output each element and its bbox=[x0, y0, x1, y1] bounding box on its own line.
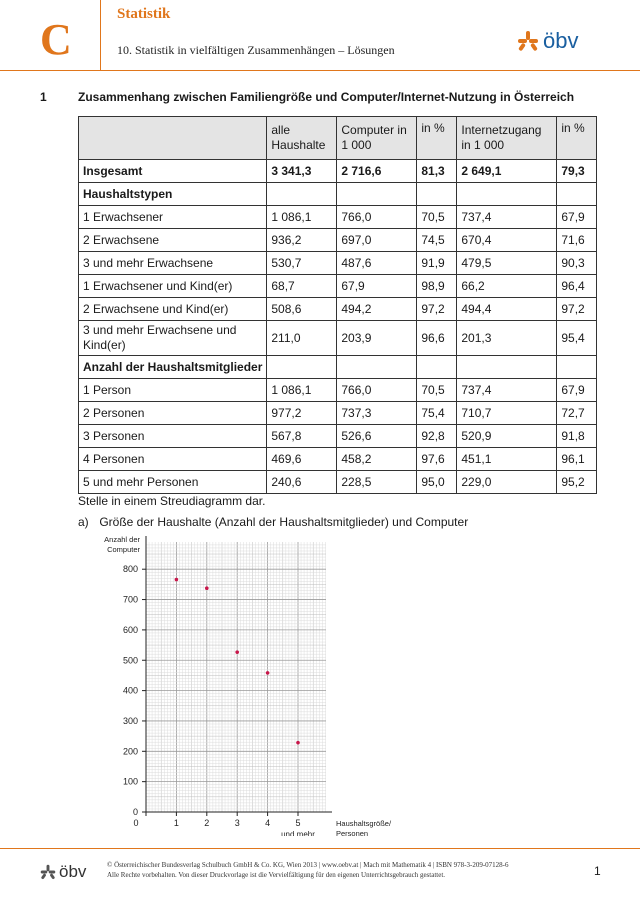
table-cell: 74,5 bbox=[417, 229, 457, 252]
table-cell: 70,5 bbox=[417, 379, 457, 402]
table-cell: 1 Person bbox=[79, 379, 267, 402]
chapter-subtitle: 10. Statistik in vielfältigen Zusammenhängen – Lösungen bbox=[117, 43, 395, 57]
table-header-cell: in % bbox=[417, 117, 457, 160]
table-cell bbox=[457, 183, 557, 206]
table-cell: Insgesamt bbox=[79, 160, 267, 183]
chapter-letter: C bbox=[40, 15, 72, 64]
logo-text: öbv bbox=[543, 28, 579, 53]
table-cell: 97,2 bbox=[557, 298, 597, 321]
table-cell bbox=[267, 356, 337, 379]
data-table bbox=[78, 116, 597, 494]
x-tick-label: 4 bbox=[265, 818, 271, 828]
x-tick-label: 0 bbox=[133, 818, 139, 828]
table-cell: 75,4 bbox=[417, 402, 457, 425]
table-cell: 710,7 bbox=[457, 402, 557, 425]
table-cell: 90,3 bbox=[557, 252, 597, 275]
footer-divider bbox=[0, 848, 640, 849]
x-axis-label: Haushaltsgröße/ bbox=[336, 819, 392, 828]
table-cell: 936,2 bbox=[267, 229, 337, 252]
y-tick-label: 200 bbox=[122, 746, 138, 757]
subtask-label: a) bbox=[78, 515, 89, 529]
table-cell: 97,2 bbox=[417, 298, 457, 321]
table-cell: 70,5 bbox=[417, 206, 457, 229]
table-cell: 2 Erwachsene und Kind(er) bbox=[79, 298, 267, 321]
table-cell: 81,3 bbox=[417, 160, 457, 183]
table-cell: 95,0 bbox=[417, 471, 457, 494]
table-row bbox=[79, 471, 597, 494]
y-tick-label: 400 bbox=[122, 685, 138, 696]
footer-line-2: Alle Rechte vorbehalten. Von dieser Druckvorlage ist die Vervielfältigung für den eigenen Unterrichtsgebrauch gestattet. bbox=[107, 871, 446, 879]
scatter-chart bbox=[90, 534, 410, 836]
y-axis-label: Anzahl der bbox=[104, 535, 140, 544]
table-cell: 4 Personen bbox=[79, 448, 267, 471]
table-cell bbox=[417, 356, 457, 379]
table-cell: 67,9 bbox=[557, 379, 597, 402]
table-header-row bbox=[79, 117, 597, 160]
table-cell: 211,0 bbox=[267, 321, 337, 356]
table-cell: 458,2 bbox=[337, 448, 417, 471]
table-cell: 5 und mehr Personen bbox=[79, 471, 267, 494]
header-divider-horizontal bbox=[0, 70, 640, 71]
table-cell: 67,9 bbox=[337, 275, 417, 298]
footer-copyright bbox=[107, 860, 509, 880]
table-cell: 2 Personen bbox=[79, 402, 267, 425]
table-cell: 3 Personen bbox=[79, 425, 267, 448]
table-cell: 240,6 bbox=[267, 471, 337, 494]
chapter-title: Statistik bbox=[117, 6, 171, 22]
table-header-cell: Computer in 1 000 bbox=[337, 117, 417, 160]
table-cell: 530,7 bbox=[267, 252, 337, 275]
table-row bbox=[79, 321, 597, 356]
table-cell: 3 und mehr Erwachsene bbox=[79, 252, 267, 275]
task-number: 1 bbox=[40, 90, 47, 104]
table-cell bbox=[457, 356, 557, 379]
y-tick-label: 500 bbox=[122, 655, 138, 666]
subtask-text: Größe der Haushalte (Anzahl der Haushaltsmitglieder) und Computer bbox=[99, 515, 469, 529]
haushaltstypen-rows bbox=[79, 206, 597, 356]
table-cell: 71,6 bbox=[557, 229, 597, 252]
task-title: Zusammenhang zwischen Familiengröße und Computer/Internet-Nutzung in Österreich bbox=[78, 90, 575, 104]
table-section-row bbox=[79, 183, 597, 206]
x-tick-label: 2 bbox=[204, 818, 210, 828]
table-cell: 737,3 bbox=[337, 402, 417, 425]
y-tick-label: 300 bbox=[122, 715, 138, 726]
table-cell: 451,1 bbox=[457, 448, 557, 471]
footer-logo bbox=[40, 862, 86, 882]
header-divider-vertical bbox=[100, 0, 101, 70]
table-row bbox=[79, 402, 597, 425]
table-cell: 977,2 bbox=[267, 402, 337, 425]
table-cell: 95,4 bbox=[557, 321, 597, 356]
table-cell: 3 341,3 bbox=[267, 160, 337, 183]
table-cell bbox=[557, 183, 597, 206]
data-point bbox=[266, 671, 270, 675]
x-tick-label: 1 bbox=[173, 818, 179, 828]
table-cell: 1 Erwachsener bbox=[79, 206, 267, 229]
table-row bbox=[79, 275, 597, 298]
asterisk-logo-icon bbox=[40, 864, 56, 880]
publisher-logo bbox=[517, 28, 578, 54]
x-tick-label: 3 bbox=[234, 818, 240, 828]
table-cell: 66,2 bbox=[457, 275, 557, 298]
section-heading-haushaltstypen: Haushaltstypen bbox=[79, 183, 267, 206]
y-axis-label: Computer bbox=[107, 545, 140, 554]
table-row bbox=[79, 425, 597, 448]
table-cell: 96,4 bbox=[557, 275, 597, 298]
table-row bbox=[79, 298, 597, 321]
table-cell: 91,9 bbox=[417, 252, 457, 275]
y-tick-label: 800 bbox=[122, 564, 138, 575]
table-cell: 2 716,6 bbox=[337, 160, 417, 183]
table-cell: 2 649,1 bbox=[457, 160, 557, 183]
table-cell: 96,6 bbox=[417, 321, 457, 356]
table-cell: 494,4 bbox=[457, 298, 557, 321]
x-axis-label: Personen bbox=[336, 829, 369, 836]
table-cell: 697,0 bbox=[337, 229, 417, 252]
table-header-cell: Internetzugang in 1 000 bbox=[457, 117, 557, 160]
table-cell: 567,8 bbox=[267, 425, 337, 448]
table-cell: 737,4 bbox=[457, 379, 557, 402]
table-cell: 96,1 bbox=[557, 448, 597, 471]
table-row bbox=[79, 252, 597, 275]
table-cell: 3 und mehr Erwachsene und Kind(er) bbox=[79, 321, 267, 356]
data-point bbox=[296, 741, 300, 745]
table-cell: 203,9 bbox=[337, 321, 417, 356]
table-cell: 520,9 bbox=[457, 425, 557, 448]
table-cell: 494,2 bbox=[337, 298, 417, 321]
table-row bbox=[79, 229, 597, 252]
page-number: 1 bbox=[594, 864, 601, 878]
table-row bbox=[79, 379, 597, 402]
data-point bbox=[235, 650, 239, 654]
haushaltsmitglieder-rows bbox=[79, 379, 597, 494]
x-tick-label: 5 bbox=[295, 818, 301, 828]
y-tick-label: 700 bbox=[122, 594, 138, 605]
table-cell: 737,4 bbox=[457, 206, 557, 229]
table-cell: 526,6 bbox=[337, 425, 417, 448]
table-cell: 469,6 bbox=[267, 448, 337, 471]
table-cell: 2 Erwachsene bbox=[79, 229, 267, 252]
table-cell: 67,9 bbox=[557, 206, 597, 229]
table-cell bbox=[557, 356, 597, 379]
footer-line-1: © Österreichischer Bundesverlag Schulbuch GmbH & Co. KG, Wien 2013 | www.oebv.at | Mach mit Mathematik 4 | ISBN 978-3-209-07128-6 bbox=[107, 861, 509, 869]
table-header-cell: alle Haushalte bbox=[267, 117, 337, 160]
table-cell: 479,5 bbox=[457, 252, 557, 275]
table-header-cell: in % bbox=[557, 117, 597, 160]
table-cell: 508,6 bbox=[267, 298, 337, 321]
table-row bbox=[79, 206, 597, 229]
table-total-row bbox=[79, 160, 597, 183]
table-cell: 79,3 bbox=[557, 160, 597, 183]
table-cell: 92,8 bbox=[417, 425, 457, 448]
table-header-cell bbox=[79, 117, 267, 160]
table-cell bbox=[267, 183, 337, 206]
table-cell: 766,0 bbox=[337, 379, 417, 402]
table-cell: 1 086,1 bbox=[267, 206, 337, 229]
table-cell: 766,0 bbox=[337, 206, 417, 229]
table-cell: 487,6 bbox=[337, 252, 417, 275]
y-tick-label: 600 bbox=[122, 624, 138, 635]
table-section-row bbox=[79, 356, 597, 379]
table-row bbox=[79, 448, 597, 471]
x-tick-note: und mehr bbox=[281, 830, 315, 836]
instruction-text: Stelle in einem Streudiagramm dar. bbox=[78, 494, 266, 508]
table-cell bbox=[337, 356, 417, 379]
table-cell: 98,9 bbox=[417, 275, 457, 298]
table-cell: 72,7 bbox=[557, 402, 597, 425]
y-tick-label: 100 bbox=[122, 776, 138, 787]
table-cell: 1 086,1 bbox=[267, 379, 337, 402]
table-cell: 201,3 bbox=[457, 321, 557, 356]
table-cell: 670,4 bbox=[457, 229, 557, 252]
y-tick-label: 0 bbox=[132, 807, 138, 817]
table-cell: 229,0 bbox=[457, 471, 557, 494]
data-point bbox=[175, 578, 179, 582]
page-header bbox=[0, 0, 640, 78]
section-heading-haushaltsmitglieder: Anzahl der Haushaltsmitglieder bbox=[79, 356, 267, 379]
table-cell: 1 Erwachsener und Kind(er) bbox=[79, 275, 267, 298]
table-cell: 91,8 bbox=[557, 425, 597, 448]
footer-logo-text: öbv bbox=[59, 862, 87, 881]
table-cell bbox=[337, 183, 417, 206]
data-point bbox=[205, 586, 209, 590]
table-cell: 228,5 bbox=[337, 471, 417, 494]
table-cell bbox=[417, 183, 457, 206]
table-cell: 68,7 bbox=[267, 275, 337, 298]
asterisk-logo-icon bbox=[517, 30, 539, 52]
table-cell: 97,6 bbox=[417, 448, 457, 471]
subtask-a bbox=[78, 515, 468, 529]
table-cell: 95,2 bbox=[557, 471, 597, 494]
